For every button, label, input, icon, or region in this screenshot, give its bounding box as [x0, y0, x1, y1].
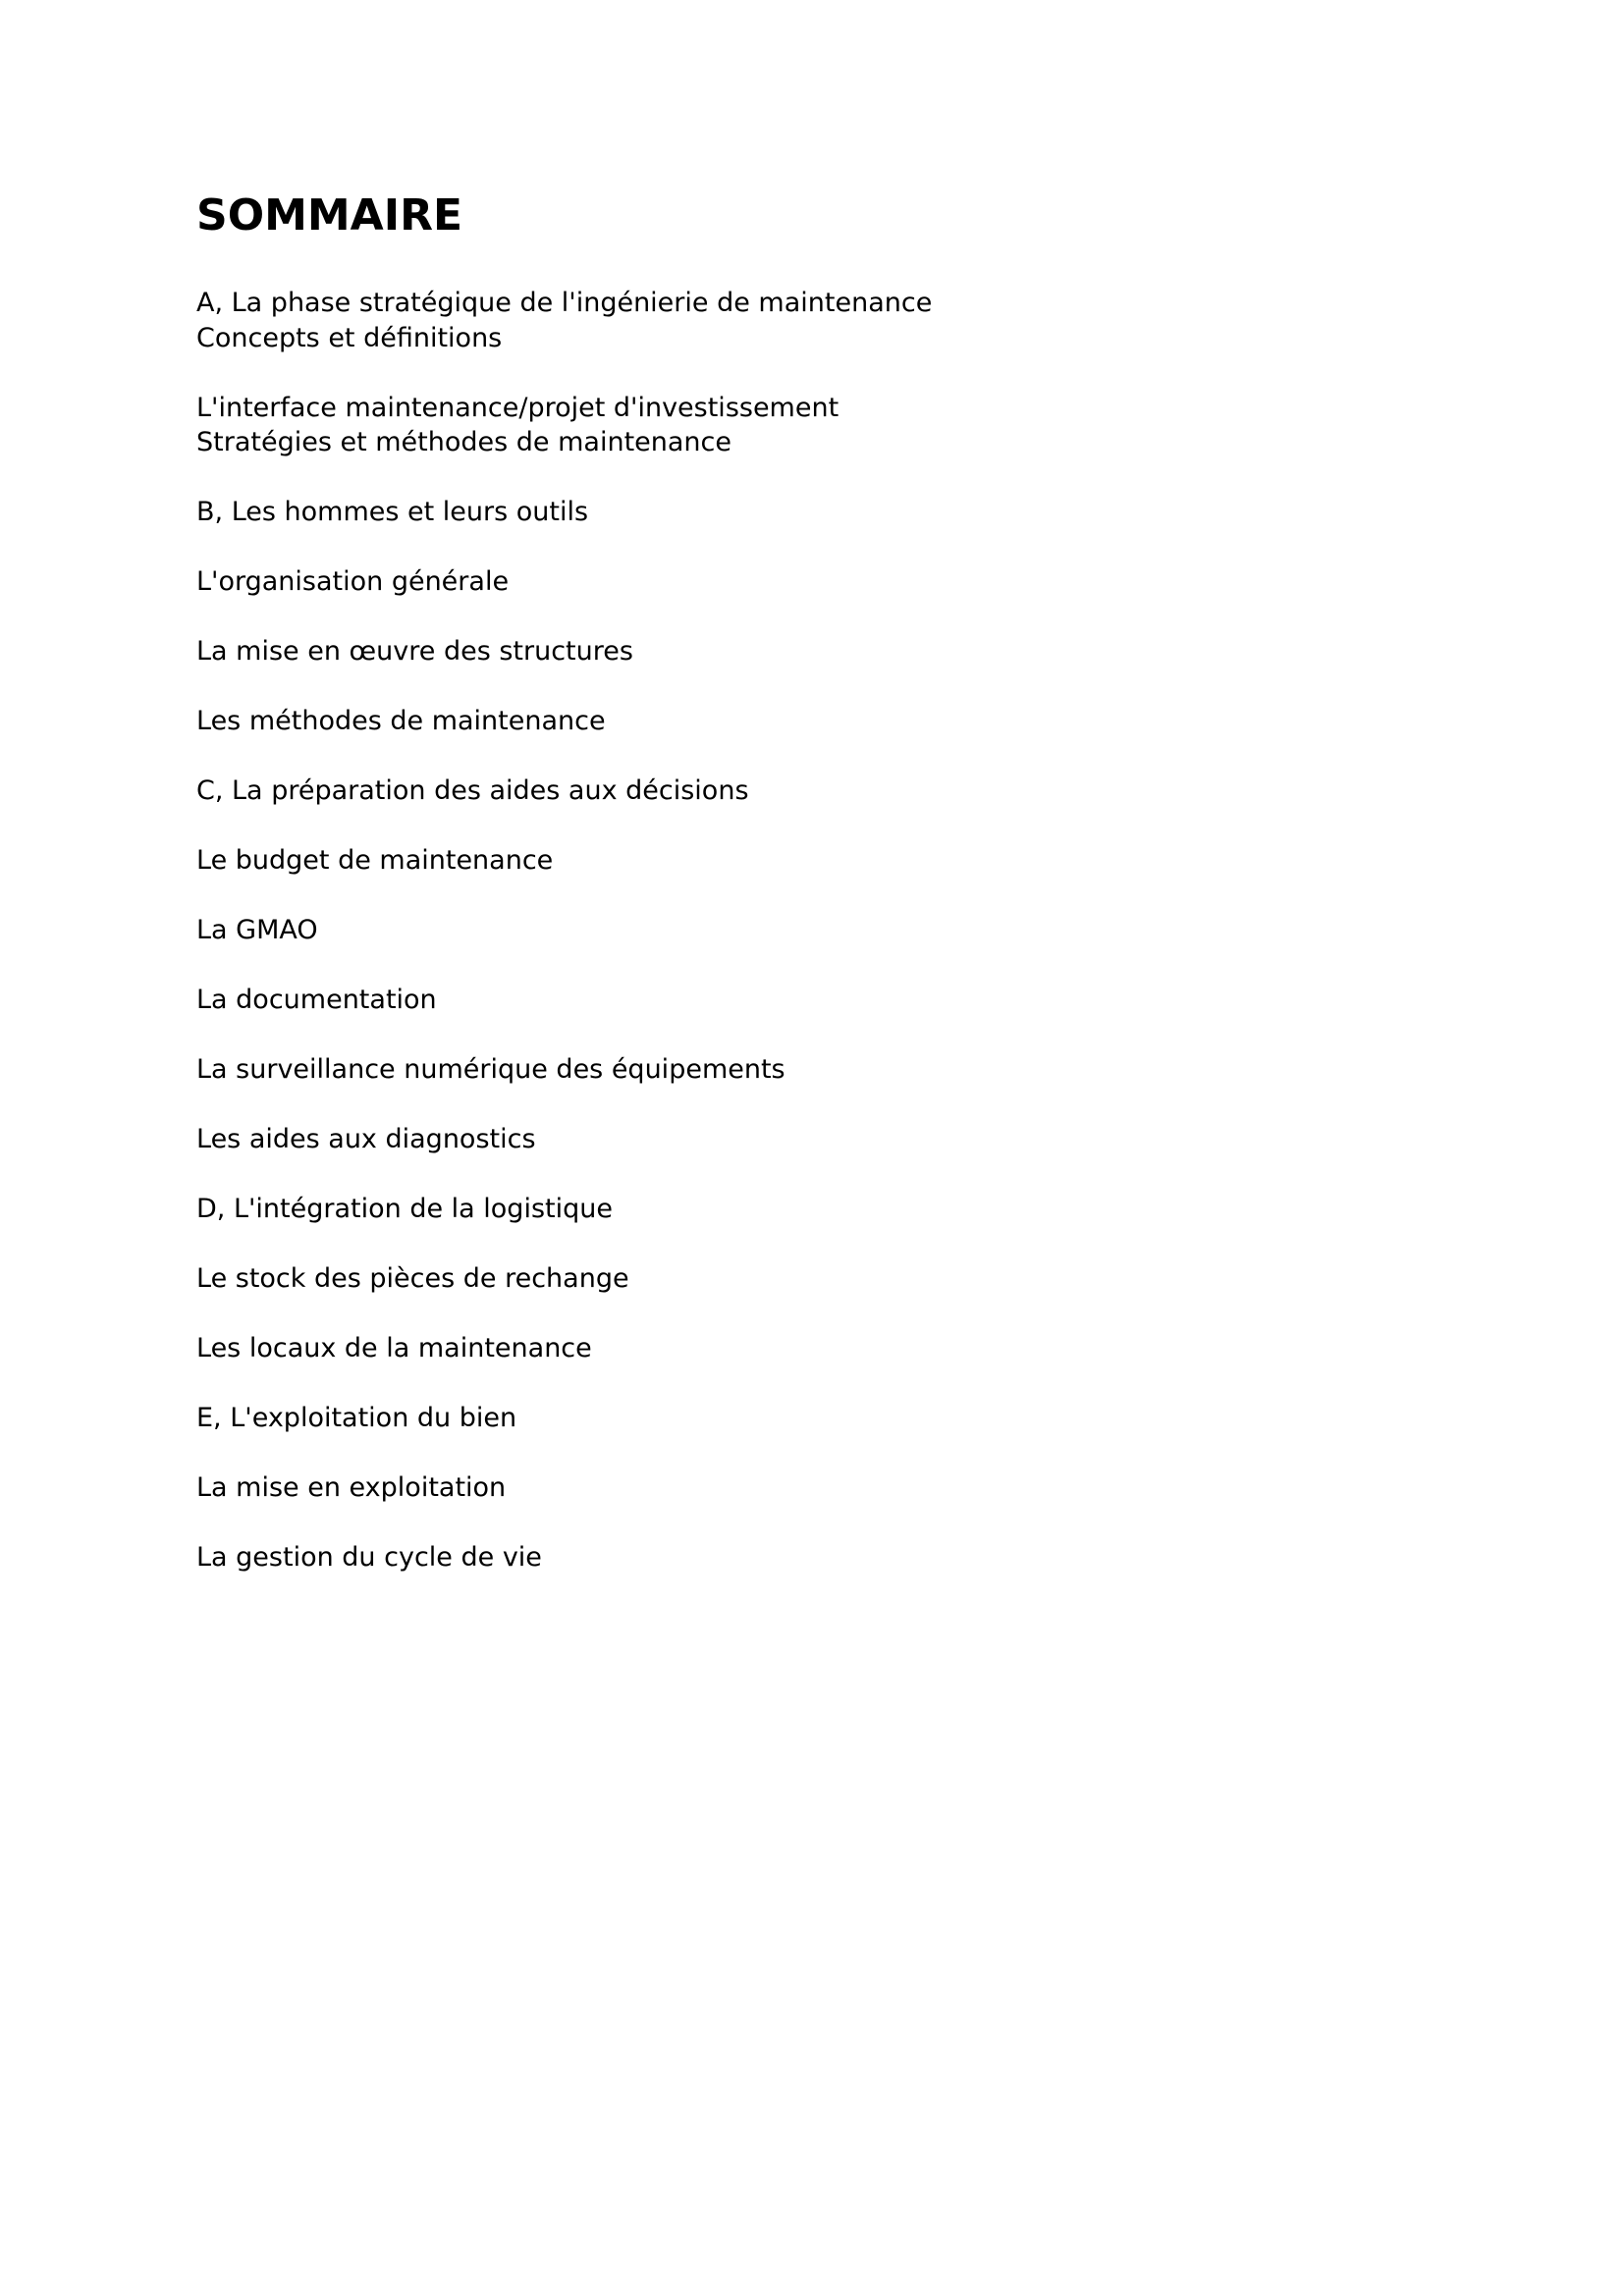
- toc-paragraph: La surveillance numérique des équipements: [196, 1054, 785, 1086]
- toc-paragraph: E, L'exploitation du bien: [196, 1403, 517, 1434]
- toc-paragraph: Les locaux de la maintenance: [196, 1333, 592, 1364]
- toc-paragraph: B, Les hommes et leurs outils: [196, 497, 589, 528]
- page-title: SOMMAIRE: [196, 190, 463, 240]
- toc-paragraph: L'organisation générale: [196, 566, 510, 598]
- document-content: [196, 192, 1434, 1610]
- toc-paragraph: Les aides aux diagnostics: [196, 1124, 536, 1155]
- toc-paragraph: Les méthodes de maintenance: [196, 706, 606, 737]
- toc-paragraph: A, La phase stratégique de l'ingénierie de maintenance Concepts et définitions: [196, 288, 933, 353]
- toc-paragraph: D, L'intégration de la logistique: [196, 1194, 613, 1225]
- toc-paragraph: Le stock des pièces de rechange: [196, 1263, 629, 1295]
- toc-paragraph: La mise en exploitation: [196, 1472, 507, 1504]
- toc-paragraph: C, La préparation des aides aux décisions: [196, 775, 749, 807]
- toc-paragraph: La GMAO: [196, 915, 318, 946]
- toc-list: [196, 286, 1434, 1575]
- toc-paragraph: Le budget de maintenance: [196, 845, 554, 877]
- toc-paragraph: La gestion du cycle de vie: [196, 1542, 542, 1574]
- toc-paragraph: L'interface maintenance/projet d'investissement Stratégies et méthodes de maintenance: [196, 392, 839, 458]
- toc-paragraph: La mise en œuvre des structures: [196, 636, 633, 667]
- toc-paragraph: La documentation: [196, 985, 437, 1016]
